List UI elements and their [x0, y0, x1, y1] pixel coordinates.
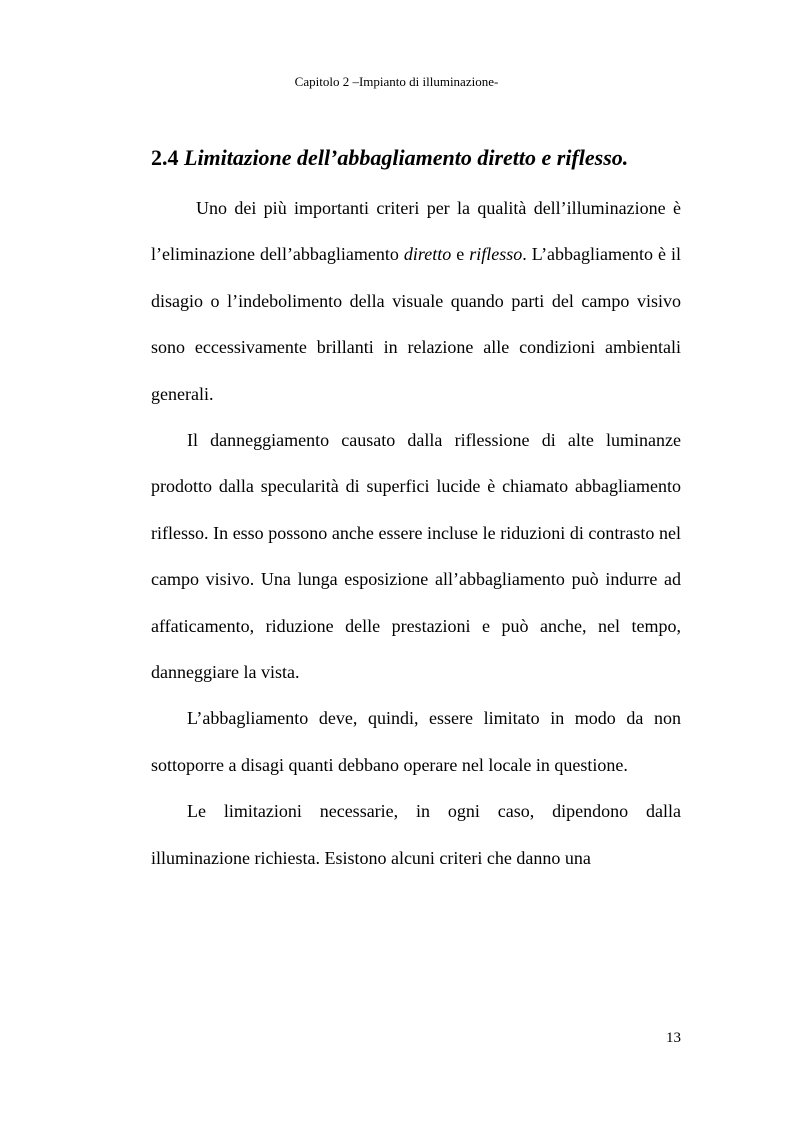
page-number: 13 [666, 1030, 681, 1046]
paragraph-1-part-c: . L’abbagliamento è il disagio o l’indebolimento della visuale quando parti del campo visivo sono eccessivamente brillanti in relazione alle condizioni ambientali generali. [151, 244, 681, 404]
emphasis-riflesso: riflesso [469, 244, 523, 265]
paragraph-1 [151, 185, 681, 417]
body-text [151, 185, 681, 881]
emphasis-diretto: diretto [403, 244, 452, 265]
paragraph-3: L’abbagliamento deve, quindi, essere limitato in modo da non sottoporre a disagi quanti debbano operare nel locale in questione. [151, 708, 681, 775]
section-title: Limitazione dell’abbagliamento diretto e riflesso. [184, 145, 629, 170]
section-heading [151, 143, 691, 173]
paragraph-1-part-b: e [451, 244, 470, 265]
section-number: 2.4 [151, 145, 179, 170]
paragraph-1-part-a: Uno dei più importanti criteri per la qualità dell’illuminazione è l’eliminazione dell’abbagliamento [151, 198, 681, 265]
paragraph-2: Il danneggiamento causato dalla riflessione di alte luminanze prodotto dalla specularità di superfici lucide è chiamato abbagliamento riflesso. In esso possono anche essere incluse le riduzioni di contrasto nel campo visivo. Una lunga esposizione all’abbagliamento può indurre ad affaticamento, riduzione delle prestazioni e può anche, nel tempo, danneggiare la vista. [151, 430, 681, 683]
running-header: Capitolo 2 –Impianto di illuminazione- [294, 74, 499, 89]
paragraph-4: Le limitazioni necessarie, in ogni caso, dipendono dalla illuminazione richiesta. Esistono alcuni criteri che danno una [151, 801, 681, 868]
